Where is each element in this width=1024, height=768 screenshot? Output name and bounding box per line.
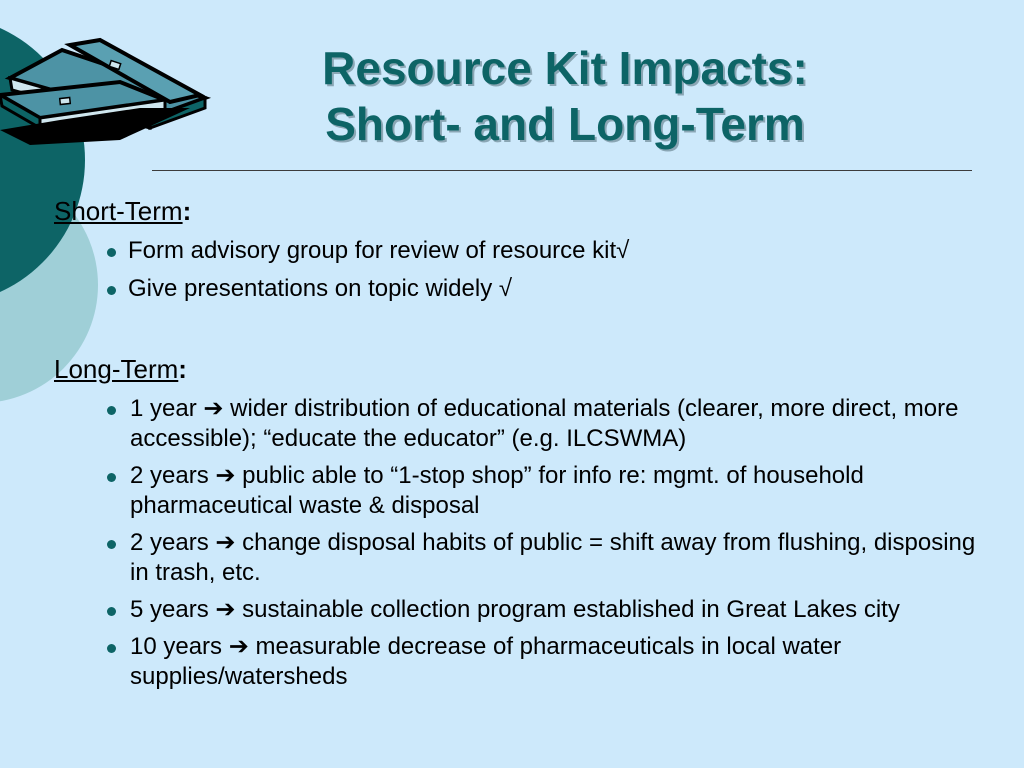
list-item bbox=[104, 394, 990, 454]
slide-title bbox=[240, 40, 890, 152]
list-item-text: Give presentations on topic widely √ bbox=[128, 275, 513, 302]
long-term-list bbox=[104, 394, 990, 692]
bullet-dot-icon bbox=[107, 607, 116, 616]
list-item bbox=[104, 632, 990, 692]
list-item bbox=[104, 274, 629, 304]
short-term-list bbox=[104, 236, 629, 304]
list-item-text: 2 years ➔ public able to “1-stop shop” for info re: mgmt. of household pharmaceutical waste & disposal bbox=[130, 462, 864, 519]
list-item bbox=[104, 595, 990, 625]
list-item bbox=[104, 461, 990, 521]
short-term-label: Short-Term bbox=[54, 196, 183, 226]
list-item-text: 2 years ➔ change disposal habits of public = shift away from flushing, disposing in trash, etc. bbox=[130, 529, 976, 586]
bullet-dot-icon bbox=[107, 286, 116, 295]
bullet-dot-icon bbox=[107, 644, 116, 653]
bullet-dot-icon bbox=[107, 540, 116, 549]
title-line-1: Resource Kit Impacts: bbox=[322, 42, 808, 94]
bullet-dot-icon bbox=[107, 473, 116, 482]
list-item bbox=[104, 528, 990, 588]
list-item-text: Form advisory group for review of resource kit√ bbox=[128, 237, 630, 264]
short-term-colon: : bbox=[182, 196, 192, 226]
list-item-text: 5 years ➔ sustainable collection program established in Great Lakes city bbox=[130, 596, 900, 623]
bullet-dot-icon bbox=[107, 248, 116, 257]
title-divider bbox=[152, 170, 972, 171]
short-term-heading bbox=[54, 195, 191, 227]
title-line-2: Short- and Long-Term bbox=[325, 98, 805, 150]
list-item bbox=[104, 236, 629, 266]
long-term-label: Long-Term bbox=[54, 354, 179, 384]
bullet-dot-icon bbox=[107, 406, 116, 415]
long-term-colon: : bbox=[178, 354, 187, 384]
list-item-text: 1 year ➔ wider distribution of educational materials (clearer, more direct, more accessible); “educate the educator” (e.g. ILCSWMA) bbox=[130, 395, 959, 452]
long-term-heading bbox=[54, 353, 187, 385]
list-item-text: 10 years ➔ measurable decrease of pharmaceuticals in local water supplies/watersheds bbox=[130, 633, 842, 690]
